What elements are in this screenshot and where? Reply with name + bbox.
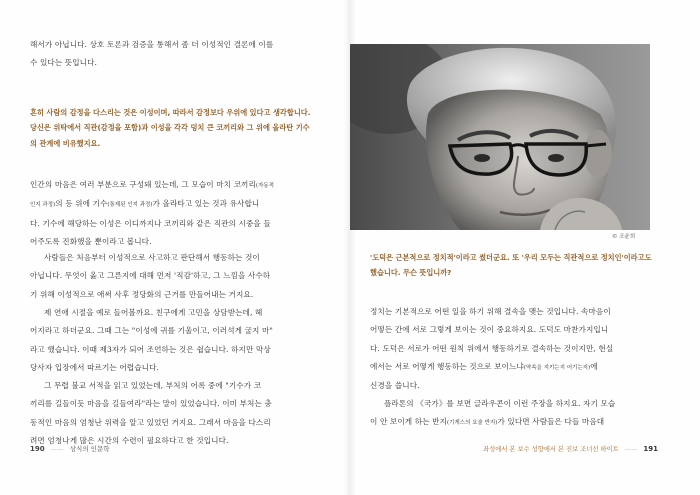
text-line: 어지라고 하더군요. 그때 그는 "이성에 귀를 기울이고, 이러석게 굴지 마" xyxy=(30,326,274,336)
text-line: 플라톤의 《국가》를 보면 글라우콘이 이런 주장을 하지요. 자기 모습 xyxy=(384,399,616,408)
text-line: 다. 도덕은 서로가 어떤 원칙 위에서 행동하기로 결속하는 것이지만, 현실 xyxy=(370,343,614,353)
answer-paragraph-3 xyxy=(30,304,320,377)
text-line: 기 위해 이성적으로 애써 사후 정당화의 근거를 만들어내는 거지요. xyxy=(30,289,254,299)
text-line xyxy=(370,413,675,432)
text-line: 해서가 아닙니다. 상호 토론과 검증을 통해서 좀 더 이성적인 결론에 이를 xyxy=(30,40,274,49)
text-span: 인간의 마음은 여러 부분으로 구성돼 있는데, 그 모습이 마치 코끼리 xyxy=(30,180,256,189)
question-line: 의 관계에 비유했지요. xyxy=(30,138,101,148)
footer-dash: —— xyxy=(624,446,638,453)
page-number: 190 xyxy=(30,445,45,453)
question-line: 당신은 위탁에서 직관(감정을 포함)과 이성을 각각 덩치 큰 코끼리와 그 위에 올라탄 기수 xyxy=(30,123,310,133)
text-line: 끼리를 길들이듯 마음을 길들여라"라는 말이 있었습니다. 이미 부처는 충 xyxy=(30,399,272,409)
running-title: 좌성에서 본 보수 성향에서 본 진보 조너선 하이트 xyxy=(483,446,619,453)
intro-paragraph xyxy=(30,36,320,73)
text-line: 정치는 기본적으로 어떤 일을 하기 위해 결속을 맺는 것입니다. 속마음이 xyxy=(370,307,611,316)
text-line: 당사자 입장에서 따르기는 어렵습니다. xyxy=(30,362,160,372)
text-line: 수 있다는 뜻입니다. xyxy=(30,58,98,68)
question-line: 했습니다. 무슨 뜻입니까? xyxy=(370,268,452,278)
answer-paragraph-4 xyxy=(30,377,320,450)
footer-dash: —— xyxy=(50,445,64,453)
right-page-footer xyxy=(483,444,658,453)
page-number: 191 xyxy=(643,445,658,453)
answer-paragraph-1 xyxy=(370,303,675,395)
text-span: 에 xyxy=(590,361,598,371)
text-span: 가 올라타고 있는 것과 유사합니 xyxy=(152,199,260,209)
annotation: (기게스의 요술 반지) xyxy=(446,420,498,427)
annotation: (통제된 인지 과정) xyxy=(107,202,153,209)
text-line: 그 무렵 불교 서적을 읽고 있었는데, 부처의 어록 중에 "기수가 코 xyxy=(44,381,262,390)
text-line: 아닙니다. 무엇이 옳고 그른지에 대해 먼저 '직감'하고, 그 느낌을 사수하 xyxy=(30,271,271,281)
text-span: 에서는 서로 어떻게 행동하는 것으로 보이느냐 xyxy=(370,361,524,371)
text-line xyxy=(30,176,320,195)
answer-paragraph-2 xyxy=(30,249,320,304)
photo-credit: © 조윤희 xyxy=(612,234,636,240)
text-line: 동적인 마음의 엄청난 위력을 알고 있었던 거지요. 그래서 마음을 다스리 xyxy=(30,417,271,427)
text-line: 신경을 씁니다. xyxy=(370,381,420,391)
text-line: 다. 기수에 해당하는 이성은 이디까지나 코끼리와 같은 직관의 시중을 들 xyxy=(30,218,271,228)
text-line: 어주도록 진화했을 뿐이라고 봅니다. xyxy=(30,236,152,246)
text-line xyxy=(30,195,320,214)
annotation: (자동적 xyxy=(255,183,275,189)
question-line: '도덕은 근본적으로 정치적'이라고 썼더군요. 또 '우리 모두는 직관적으로 정치인'이라고도 xyxy=(370,253,652,262)
text-line: 어떻든 간에 서로 그렇게 보이는 것이 중요하지요. 도덕도 마찬가지입니 xyxy=(370,325,609,335)
text-span: 의 등 위에 기수 xyxy=(55,199,108,209)
left-page-footer xyxy=(30,444,110,453)
right-page xyxy=(350,0,700,495)
text-span: 이 안 보이게 하는 반지 xyxy=(370,417,447,427)
answer-paragraph-2 xyxy=(370,395,675,433)
text-line: 라고 했습니다. 이때 제3자가 되어 조언하는 것은 쉽습니다. 하지만 막상 xyxy=(30,344,271,354)
interview-question xyxy=(30,105,330,151)
annotation: (약속을 지키는지 어기는지) xyxy=(523,364,591,371)
running-title: 상식의 인문학 xyxy=(69,445,110,453)
interview-question xyxy=(370,250,690,281)
annotation: 인지 과정) xyxy=(30,202,56,209)
question-line: 흔히 사람의 감정을 다스리는 것은 이성이며, 따라서 감정보다 우위에 있다고 생각합니다. xyxy=(30,108,311,117)
answer-paragraph-1 xyxy=(30,176,320,251)
text-line: 사람들은 처음부터 이성적으로 사고하고 판단해서 행동하는 것이 xyxy=(44,253,260,262)
text-line: 제 연애 시절을 예로 들어볼까요. 친구에게 고민을 상담받는데, 헤 xyxy=(44,308,263,317)
text-span: 가 있다면 사람들은 다들 마음대 xyxy=(497,417,605,427)
text-line: 려면 엄청나게 많은 시간의 수련이 필요하다고 한 것입니다. xyxy=(30,435,229,445)
text-line xyxy=(370,358,675,377)
